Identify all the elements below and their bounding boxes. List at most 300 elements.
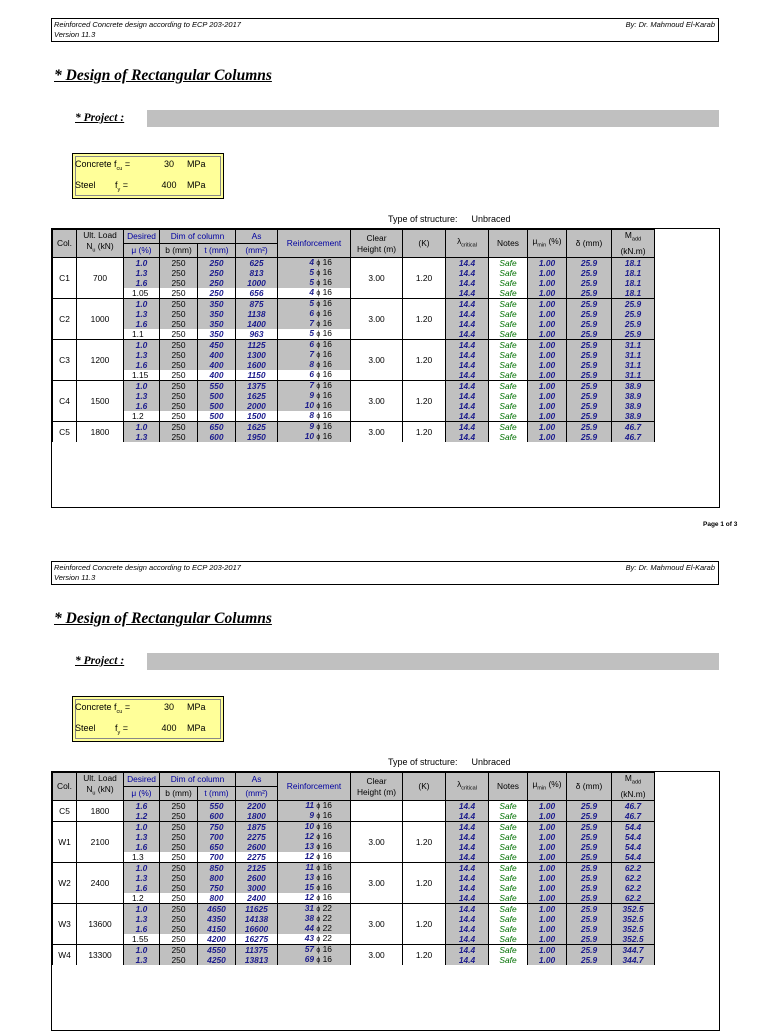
b-mm: 250 [160,422,198,433]
lambda-critical: 14.4 [446,904,489,915]
k-factor: 1.20 [403,904,446,945]
project-input[interactable] [147,110,719,127]
as-mm2: 1800 [236,811,278,822]
reinforcement: 6 ϕ 16 [278,370,351,381]
th-col: Col. [53,230,77,258]
t-mm: 4250 [198,955,236,965]
m-add: 25.9 [612,299,655,310]
notes: Safe [489,852,528,863]
notes: Safe [489,340,528,351]
structure-type: Type of structure: Unbraced [388,757,511,767]
th-col: Col. [53,773,77,801]
steel-label: Steel [75,723,96,733]
clear-height: 3.00 [351,863,403,904]
b-mm: 250 [160,350,198,360]
steel-unit: MPa [187,723,206,733]
m-add: 352.5 [612,914,655,924]
lambda-critical: 14.4 [446,278,489,288]
b-mm: 250 [160,842,198,852]
as-mm2: 625 [236,258,278,269]
delta-mm: 25.9 [567,391,612,401]
as-mm2: 2400 [236,893,278,904]
table-row [53,863,655,874]
delta-mm: 25.9 [567,268,612,278]
as-mm2: 16275 [236,934,278,945]
header-author: By: Dr. Mahmoud El-Karab [625,563,715,572]
col-id: C1 [53,258,77,299]
col-id: W3 [53,904,77,945]
notes: Safe [489,863,528,874]
as-mm2: 1138 [236,309,278,319]
mu-desired[interactable]: 1.6 [124,360,160,370]
delta-mm: 25.9 [567,822,612,833]
mu-min: 1.00 [528,863,567,874]
mu-desired[interactable]: 1.6 [124,801,160,812]
b-mm: 250 [160,832,198,842]
mu-min: 1.00 [528,329,567,340]
clear-height: 3.00 [351,258,403,299]
m-add: 18.1 [612,268,655,278]
reinforcement: 13 ϕ 16 [278,842,351,852]
mu-min: 1.00 [528,432,567,442]
mu-desired[interactable]: 1.3 [124,309,160,319]
mu-min: 1.00 [528,934,567,945]
concrete-label: Concrete f [75,159,117,169]
concrete-unit: MPa [187,159,206,169]
lambda-critical: 14.4 [446,391,489,401]
as-mm2: 813 [236,268,278,278]
notes: Safe [489,411,528,422]
th-reinforcement: Reinforcement [278,230,351,258]
notes: Safe [489,801,528,812]
as-mm2: 1625 [236,391,278,401]
mu-desired[interactable]: 1.0 [124,299,160,310]
mu-desired[interactable]: 1.3 [124,432,160,442]
as-mm2: 1300 [236,350,278,360]
ult-load: 700 [77,258,124,299]
col-id: C3 [53,340,77,381]
b-mm: 250 [160,278,198,288]
mu-desired[interactable]: 1.0 [124,258,160,269]
m-add: 46.7 [612,422,655,433]
lambda-critical: 14.4 [446,873,489,883]
lambda-critical: 14.4 [446,801,489,812]
k-factor: 1.20 [403,945,446,966]
table-row [53,340,655,351]
t-mm: 4350 [198,914,236,924]
m-add: 54.4 [612,822,655,833]
delta-mm: 25.9 [567,934,612,945]
th-lambda: $\lambda_{critical}$ [446,230,489,258]
mu-min: 1.00 [528,873,567,883]
t-mm: 250 [198,268,236,278]
b-mm: 250 [160,914,198,924]
mu-desired[interactable]: 1.0 [124,822,160,833]
reinforcement: 9 ϕ 16 [278,422,351,433]
t-mm: 800 [198,873,236,883]
concrete-value[interactable]: 30 [163,702,174,712]
mu-min: 1.00 [528,258,567,269]
notes: Safe [489,432,528,442]
mu-desired[interactable]: 1.3 [124,350,160,360]
t-mm: 400 [198,360,236,370]
notes: Safe [489,934,528,945]
t-mm: 4650 [198,904,236,915]
t-mm: 650 [198,422,236,433]
t-mm: 250 [198,278,236,288]
mu-desired[interactable]: 1.6 [124,883,160,893]
b-mm: 250 [160,945,198,956]
header-version: Version 11.3 [54,573,96,582]
mu-min: 1.00 [528,309,567,319]
reinforcement: 9 ϕ 16 [278,811,351,822]
mu-min: 1.00 [528,914,567,924]
t-mm: 350 [198,299,236,310]
notes: Safe [489,904,528,915]
notes: Safe [489,381,528,392]
delta-mm: 25.9 [567,319,612,329]
notes: Safe [489,955,528,965]
delta-mm: 25.9 [567,801,612,812]
as-mm2: 1600 [236,360,278,370]
as-mm2: 1150 [236,370,278,381]
delta-mm: 25.9 [567,309,612,319]
t-mm: 250 [198,258,236,269]
b-mm: 250 [160,381,198,392]
columns-table-p2 [51,771,720,1031]
th-notes: Notes [489,773,528,801]
b-mm: 250 [160,309,198,319]
lambda-critical: 14.4 [446,432,489,442]
mu-min: 1.00 [528,422,567,433]
delta-mm: 25.9 [567,288,612,299]
delta-mm: 25.9 [567,360,612,370]
notes: Safe [489,883,528,893]
mu-min: 1.00 [528,801,567,812]
structure-type-value: Unbraced [471,214,511,224]
as-mm2: 2200 [236,801,278,812]
mu-desired[interactable]: 1.0 [124,340,160,351]
b-mm: 250 [160,329,198,340]
reinforcement: 5 ϕ 16 [278,299,351,310]
ult-load: 1000 [77,299,124,340]
lambda-critical: 14.4 [446,832,489,842]
table-row [53,299,655,310]
th-as: As [236,230,278,244]
b-mm: 250 [160,852,198,863]
b-mm: 250 [160,299,198,310]
col-id: C5 [53,422,77,443]
notes: Safe [489,945,528,956]
mu-desired[interactable]: 1.3 [124,832,160,842]
as-mm2: 1625 [236,422,278,433]
mu-min: 1.00 [528,350,567,360]
mu-min: 1.00 [528,340,567,351]
as-mm2: 1125 [236,340,278,351]
mu-desired[interactable]: 1.3 [124,391,160,401]
mu-min: 1.00 [528,945,567,956]
m-add: 352.5 [612,924,655,934]
as-mm2: 2600 [236,873,278,883]
page-header [51,18,719,42]
notes: Safe [489,329,528,340]
clear-height: 3.00 [351,904,403,945]
lambda-critical: 14.4 [446,863,489,874]
th-desired: Desired [124,773,160,787]
b-mm: 250 [160,801,198,812]
m-add: 62.2 [612,873,655,883]
delta-mm: 25.9 [567,914,612,924]
t-mm: 500 [198,391,236,401]
b-mm: 250 [160,401,198,411]
notes: Safe [489,822,528,833]
th-load: Ult. Load $N_u$ (kN) [77,773,124,801]
as-mm2: 1500 [236,411,278,422]
lambda-critical: 14.4 [446,852,489,863]
m-add: 54.4 [612,842,655,852]
mu-desired[interactable]: 1.3 [124,914,160,924]
mu-desired[interactable]: 1.3 [124,873,160,883]
th-load: Ult. Load $N_u$ (kN) [77,230,124,258]
reinforcement: 12 ϕ 16 [278,852,351,863]
ult-load: 1800 [77,801,124,822]
k-factor: 1.20 [403,863,446,904]
clear-height [351,801,403,822]
steel-value[interactable]: 400 [161,180,177,190]
delta-mm: 25.9 [567,381,612,392]
as-mm2: 2000 [236,401,278,411]
lambda-critical: 14.4 [446,268,489,278]
m-add: 38.9 [612,381,655,392]
reinforcement: 4 ϕ 16 [278,258,351,269]
b-mm: 250 [160,811,198,822]
as-mm2: 2125 [236,863,278,874]
notes: Safe [489,319,528,329]
k-factor: 1.20 [403,299,446,340]
as-mm2: 963 [236,329,278,340]
materials-box: Concrete $f_{cu}$ = 30 MPa Steel $f_y$ = 400 MPa [72,153,224,199]
b-mm: 250 [160,432,198,442]
m-add: 31.1 [612,340,655,351]
notes: Safe [489,299,528,310]
notes: Safe [489,268,528,278]
m-add: 38.9 [612,411,655,422]
concrete-unit: MPa [187,702,206,712]
m-add: 344.7 [612,945,655,956]
mu-desired[interactable]: 1.6 [124,401,160,411]
mu-desired[interactable]: 1.6 [124,924,160,934]
t-mm: 800 [198,893,236,904]
k-factor: 1.20 [403,422,446,443]
steel-value[interactable]: 400 [161,723,177,733]
lambda-critical: 14.4 [446,411,489,422]
m-add: 31.1 [612,350,655,360]
b-mm: 250 [160,893,198,904]
concrete-label: Concrete f [75,702,117,712]
notes: Safe [489,288,528,299]
th-b: b (mm) [160,244,198,258]
mu-min: 1.00 [528,893,567,904]
as-mm2: 11625 [236,904,278,915]
delta-mm: 25.9 [567,401,612,411]
ult-load: 2400 [77,863,124,904]
page-2 [0,543,768,1024]
col-id: C5 [53,801,77,822]
m-add: 18.1 [612,278,655,288]
b-mm: 250 [160,411,198,422]
th-mu: μ (%) [124,244,160,258]
mu-min: 1.00 [528,411,567,422]
th-delta: δ (mm) [567,230,612,258]
lambda-critical: 14.4 [446,258,489,269]
delta-mm: 25.9 [567,329,612,340]
reinforcement: 8 ϕ 16 [278,411,351,422]
mu-desired[interactable]: 1.0 [124,863,160,874]
mu-desired[interactable]: 1.2 [124,893,160,904]
m-add: 31.1 [612,370,655,381]
t-mm: 700 [198,832,236,842]
t-mm: 350 [198,319,236,329]
reinforcement: 12 ϕ 16 [278,832,351,842]
project-input[interactable] [147,653,719,670]
table-row [53,945,655,956]
notes: Safe [489,893,528,904]
m-add: 46.7 [612,432,655,442]
mu-min: 1.00 [528,904,567,915]
lambda-critical: 14.4 [446,329,489,340]
mu-desired[interactable]: 1.55 [124,934,160,945]
m-add: 18.1 [612,258,655,269]
ult-load: 2100 [77,822,124,863]
lambda-critical: 14.4 [446,340,489,351]
reinforcement: 11 ϕ 16 [278,801,351,812]
m-add: 25.9 [612,329,655,340]
delta-mm: 25.9 [567,350,612,360]
as-mm2: 1875 [236,822,278,833]
mu-min: 1.00 [528,319,567,329]
header-version: Version 11.3 [54,30,96,39]
mu-desired[interactable]: 1.6 [124,319,160,329]
page-title: * Design of Rectangular Columns [54,67,272,84]
delta-mm: 25.9 [567,258,612,269]
k-factor: 1.20 [403,822,446,863]
th-t: t (mm) [198,787,236,801]
mu-desired[interactable]: 1.6 [124,278,160,288]
col-id: W4 [53,945,77,966]
th-dim: Dim of column [160,230,236,244]
t-mm: 350 [198,309,236,319]
lambda-critical: 14.4 [446,401,489,411]
mu-desired[interactable]: 1.3 [124,955,160,965]
lambda-critical: 14.4 [446,350,489,360]
mu-desired[interactable]: 1.0 [124,945,160,956]
mu-desired[interactable]: 1.6 [124,842,160,852]
reinforcement: 8 ϕ 16 [278,360,351,370]
th-desired: Desired [124,230,160,244]
concrete-value[interactable]: 30 [163,159,174,169]
m-add: 54.4 [612,832,655,842]
mu-desired[interactable]: 1.3 [124,268,160,278]
ult-load: 13300 [77,945,124,966]
lambda-critical: 14.4 [446,924,489,934]
delta-mm: 25.9 [567,852,612,863]
mu-desired[interactable]: 1.3 [124,852,160,863]
delta-mm: 25.9 [567,924,612,934]
mu-min: 1.00 [528,370,567,381]
mu-desired[interactable]: 1.0 [124,381,160,392]
m-add: 352.5 [612,934,655,945]
delta-mm: 25.9 [567,842,612,852]
mu-min: 1.00 [528,401,567,411]
reinforcement: 6 ϕ 16 [278,340,351,351]
th-as: As [236,773,278,787]
mu-desired[interactable]: 1.0 [124,422,160,433]
mu-desired[interactable]: 1.0 [124,904,160,915]
b-mm: 250 [160,360,198,370]
b-mm: 250 [160,340,198,351]
mu-desired[interactable]: 1.1 [124,329,160,340]
m-add: 25.9 [612,319,655,329]
delta-mm: 25.9 [567,893,612,904]
t-mm: 600 [198,432,236,442]
lambda-critical: 14.4 [446,309,489,319]
reinforcement: 12 ϕ 16 [278,893,351,904]
b-mm: 250 [160,924,198,934]
t-mm: 500 [198,411,236,422]
notes: Safe [489,873,528,883]
mu-desired[interactable]: 1.05 [124,288,160,299]
k-factor [403,801,446,822]
mu-desired[interactable]: 1.15 [124,370,160,381]
lambda-critical: 14.4 [446,319,489,329]
th-k: (K) [403,773,446,801]
as-mm2: 3000 [236,883,278,893]
reinforcement: 9 ϕ 16 [278,391,351,401]
mu-desired[interactable]: 1.2 [124,811,160,822]
as-mm2: 1000 [236,278,278,288]
table-row [53,904,655,915]
as-mm2: 2600 [236,842,278,852]
lambda-critical: 14.4 [446,955,489,965]
t-mm: 4200 [198,934,236,945]
delta-mm: 25.9 [567,370,612,381]
mu-min: 1.00 [528,842,567,852]
clear-height: 3.00 [351,422,403,443]
reinforcement: 69 ϕ 16 [278,955,351,965]
t-mm: 550 [198,381,236,392]
k-factor: 1.20 [403,381,446,422]
reinforcement: 15 ϕ 16 [278,883,351,893]
col-id: W1 [53,822,77,863]
mu-min: 1.00 [528,391,567,401]
materials-box: Concrete $f_{cu}$ = 30 MPa Steel $f_y$ = 400 MPa [72,696,224,742]
clear-height: 3.00 [351,340,403,381]
lambda-critical: 14.4 [446,288,489,299]
notes: Safe [489,924,528,934]
th-dim: Dim of column [160,773,236,787]
reinforcement: 6 ϕ 16 [278,309,351,319]
reinforcement: 10 ϕ 16 [278,822,351,833]
table-row [53,258,655,269]
mu-min: 1.00 [528,811,567,822]
lambda-critical: 14.4 [446,945,489,956]
th-notes: Notes [489,230,528,258]
as-mm2: 875 [236,299,278,310]
mu-desired[interactable]: 1.2 [124,411,160,422]
columns-table-p1 [51,228,720,508]
b-mm: 250 [160,863,198,874]
lambda-critical: 14.4 [446,842,489,852]
